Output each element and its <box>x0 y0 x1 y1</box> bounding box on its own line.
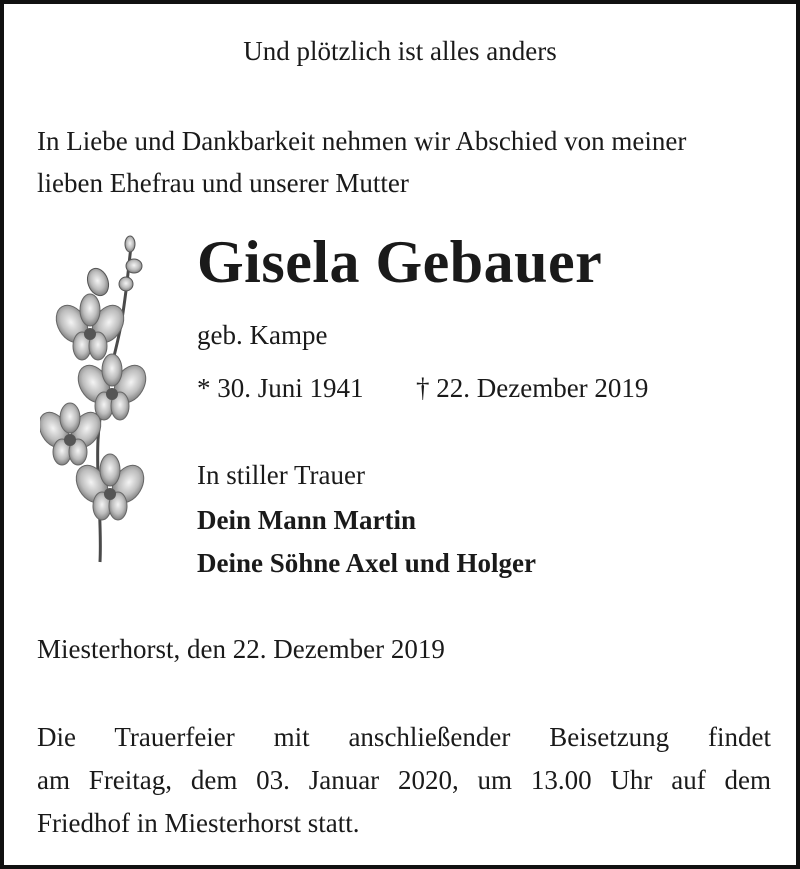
maiden-name: geb. Kampe <box>197 320 328 350</box>
mourner-husband: Dein Mann Martin <box>197 505 416 535</box>
place-and-date: Miesterhorst, den 22. Dezember 2019 <box>37 634 445 664</box>
funeral-info-line-1: Die Trauerfeier mit anschließender Beisetzung findet <box>37 722 771 752</box>
deceased-name: Gisela Gebauer <box>197 229 603 295</box>
funeral-info-line-2: am Freitag, dem 03. Januar 2020, um 13.00 Uhr auf dem <box>37 765 771 795</box>
motto-line: Und plötzlich ist alles anders <box>243 36 557 66</box>
mourner-sons: Deine Söhne Axel und Holger <box>197 548 537 578</box>
intro-line-1: In Liebe und Dankbarkeit nehmen wir Abschied von meiner <box>37 126 687 156</box>
intro-line-2: lieben Ehefrau und unserer Mutter <box>37 168 409 198</box>
birth-date: * 30. Juni 1941 <box>197 373 364 403</box>
funeral-info-line-3: Friedhof in Miesterhorst statt. <box>37 808 360 838</box>
death-date: † 22. Dezember 2019 <box>416 373 649 403</box>
mourning-heading: In stiller Trauer <box>197 460 365 490</box>
orchid-branch-icon <box>40 230 150 570</box>
